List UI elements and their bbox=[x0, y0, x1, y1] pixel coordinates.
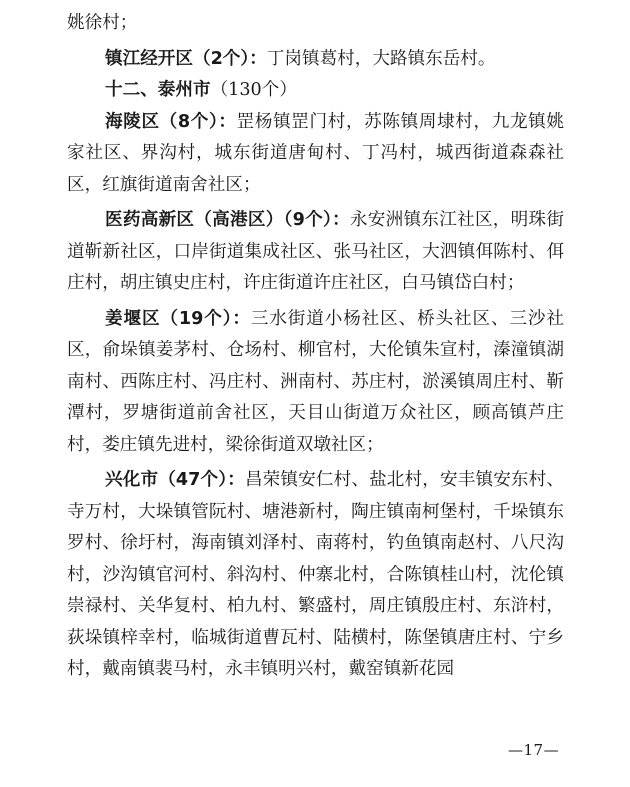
district-name: 医药高新区（高港区）（9个）： bbox=[105, 210, 350, 230]
district-name: 兴化市（47个）： bbox=[105, 470, 245, 490]
city-count: （130个） bbox=[210, 80, 297, 100]
district-villages: 永安洲镇东江社区，明珠街道靳新社区，口岸街道集成社区、张马社区，大泗镇佴陈村、佴庄村，胡庄镇史庄村，许庄街道许庄社区，白马镇岱白村； bbox=[67, 210, 564, 293]
page-number: —17— bbox=[508, 741, 560, 759]
district-name: 姜堰区（19个）： bbox=[105, 308, 251, 329]
entry-hailing bbox=[67, 107, 564, 202]
continuation-line bbox=[67, 8, 564, 40]
district-villages: 三水街道小杨社区、桥头社区、三沙社区，俞垛镇姜茅村、仓场村、柳官村，大伦镇朱宣村，溱潼镇湖南村、西陈庄村、冯庄村、洲南村、苏庄村，淤溪镇周庄村、靳潭村，罗塘街道前舍社区，天目山街道万众社区，顾高镇芦庄村，娄庄镇先进村，梁徐街道双墩社区； bbox=[67, 308, 564, 455]
district-villages: 昌荣镇安仁村、盐北村，安丰镇安东村、寺万村，大垛镇管阮村、塘港新村，陶庄镇南柯堡村，千垛镇东罗村、徐圩村，海南镇刘泽村、南蒋村，钓鱼镇南赵村、八尺沟村，沙沟镇官河村、斜沟村、仲寨北村，合陈镇桂山村，沈伦镇崇禄村、关华复村、柏九村、繁盛村，周庄镇殷庄村、东浒村，荻垛镇梓幸村，临城街道曹瓦村、陆横村，陈堡镇唐庄村、宁乡村，戴南镇裴马村，永丰镇明兴村，戴窑镇新花园 bbox=[67, 470, 564, 679]
continuation-text: 姚徐村； bbox=[67, 13, 138, 33]
city-heading-text: 十二、泰州市 bbox=[105, 80, 211, 100]
entry-xinghua bbox=[67, 465, 564, 686]
entry-jiangyan bbox=[67, 304, 564, 462]
district-name: 镇江经开区（2个）： bbox=[105, 48, 267, 69]
document-page bbox=[67, 8, 564, 686]
entry-zhenjiang-kaifaqu bbox=[67, 44, 564, 76]
district-villages: 罡杨镇罡门村，苏陈镇周埭村，九龙镇姚家社区、界沟村，城东街道唐甸村、丁冯村，城西街道森森社区，红旗街道南舍社区； bbox=[67, 111, 564, 195]
district-name: 海陵区（8个）： bbox=[105, 111, 237, 132]
district-villages: 丁岗镇葛村，大路镇东岳村。 bbox=[266, 48, 496, 69]
section-heading bbox=[67, 75, 564, 107]
entry-gaogang bbox=[67, 205, 564, 300]
